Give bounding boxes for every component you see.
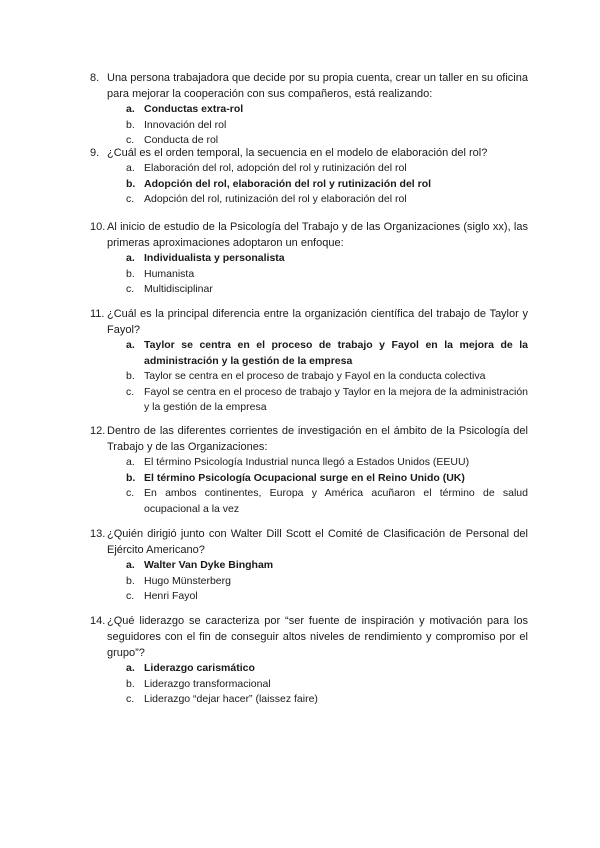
option-letter: b. (126, 370, 135, 382)
option-text: Individualista y personalista (144, 252, 285, 264)
question-12 (90, 423, 528, 517)
question-text: Una persona trabajadora que decide por su propia cuenta, crear un taller en su oficina para mejorar la cooperación con sus compañeros, está realizando: (107, 72, 528, 100)
question-10 (90, 219, 528, 298)
option-text: Innovación del rol (144, 118, 227, 131)
question-number: 14. (90, 615, 106, 627)
option-text: Taylor se centra en el proceso de trabajo y Fayol en la mejora de la administración y la gestión de la empresa (144, 339, 528, 367)
option-letter: c. (126, 385, 135, 398)
answer-option-a (126, 455, 528, 471)
option-letter: a. (126, 162, 135, 174)
answer-option-b (126, 574, 528, 590)
option-text: Liderazgo carismático (144, 662, 255, 674)
question-text: Al inicio de estudio de la Psicología del Trabajo y de las Organizaciones (siglo xx), las primeras aproximaciones adoptaron un enfoque: (107, 221, 528, 249)
answer-options (90, 455, 528, 517)
question-text: ¿Qué liderazgo se caracteriza por “ser fuente de inspiración y motivación para los seguidores con el fin de conseguir altos niveles de rendimiento y compromiso por el grupo”? (107, 615, 528, 659)
answer-option-c (126, 486, 528, 517)
option-letter: a. (126, 559, 135, 571)
question-number: 8. (90, 72, 100, 84)
question-number: 11. (90, 308, 105, 320)
option-letter: c. (126, 134, 135, 146)
question-number: 13. (90, 528, 106, 540)
answer-option-a (126, 102, 528, 118)
option-letter: b. (126, 574, 135, 587)
option-text: El término Psicología Industrial nunca llegó a Estados Unidos (EEUU) (144, 456, 470, 468)
answer-option-a (126, 558, 528, 574)
answer-option-c (126, 282, 528, 298)
answer-options (90, 338, 528, 416)
answer-options (90, 558, 528, 605)
question-text: Dentro de las diferentes corrientes de investigación en el ámbito de la Psicología del Trabajo y de las Organizaciones: (107, 425, 528, 453)
option-letter: a. (126, 339, 135, 351)
option-letter: a. (126, 662, 135, 674)
option-letter: c. (126, 693, 135, 705)
option-letter: b. (126, 677, 135, 690)
answer-option-b (126, 177, 528, 193)
option-text: El término Psicología Ocupacional surge en el Reino Unido (UK) (144, 471, 465, 484)
question-13 (90, 526, 528, 605)
option-letter: a. (126, 252, 135, 264)
option-letter: c. (126, 487, 135, 499)
option-letter: a. (126, 103, 135, 115)
option-text: Adopción del rol, rutinización del rol y elaboración del rol (144, 193, 407, 205)
answer-option-b (126, 471, 528, 487)
answer-options (90, 661, 528, 708)
answer-option-a (126, 661, 528, 677)
question-9 (90, 145, 528, 208)
option-text: Conductas extra-rol (144, 103, 244, 115)
option-text: Adopción del rol, elaboración del rol y rutinización del rol (144, 177, 432, 190)
option-letter: b. (126, 471, 136, 484)
answer-option-a (126, 338, 528, 369)
option-text: Henri Fayol (144, 590, 198, 602)
question-11 (90, 306, 528, 416)
question-14 (90, 613, 528, 708)
answer-option-b (126, 267, 528, 283)
answer-option-c (126, 385, 528, 416)
option-letter: b. (126, 267, 135, 280)
answer-option-c (126, 589, 528, 605)
answer-option-a (126, 251, 528, 267)
option-letter: b. (126, 118, 135, 131)
answer-option-c (126, 692, 528, 708)
answer-options (90, 161, 528, 208)
option-text: Walter Van Dyke Bingham (144, 559, 274, 571)
option-text: Humanista (144, 267, 195, 280)
question-text: ¿Cuál es el orden temporal, la secuencia en el modelo de elaboración del rol? (107, 147, 488, 159)
option-letter: a. (126, 456, 135, 468)
option-text: Taylor se centra en el proceso de trabajo y Fayol en la conducta colectiva (144, 370, 486, 382)
question-number: 9. (90, 147, 100, 159)
answer-option-c (126, 192, 528, 208)
option-text: Liderazgo “dejar hacer” (laissez faire) (144, 693, 318, 705)
option-text: Multidisciplinar (144, 283, 213, 295)
answer-option-b (126, 118, 528, 134)
option-letter: c. (126, 283, 135, 295)
question-text: ¿Quién dirigió junto con Walter Dill Scott el Comité de Clasificación de Personal del Ejército Americano? (107, 528, 528, 556)
option-text: Hugo Münsterberg (144, 574, 231, 587)
question-number: 12. (90, 425, 106, 437)
option-text: Fayol se centra en el proceso de trabajo y Taylor en la mejora de la administración y la gestión de la empresa (144, 385, 528, 413)
question-8 (90, 70, 528, 149)
option-letter: c. (126, 590, 135, 602)
answer-options (90, 102, 528, 149)
option-text: Elaboración del rol, adopción del rol y rutinización del rol (144, 162, 407, 174)
option-text: En ambos continentes, Europa y América acuñaron el término de salud ocupacional a la vez (144, 487, 528, 515)
answer-options (90, 251, 528, 298)
option-text: Liderazgo transformacional (144, 677, 271, 690)
option-text: Conducta de rol (144, 134, 219, 146)
option-letter: b. (126, 177, 136, 190)
question-number: 10. (90, 221, 106, 233)
answer-option-b (126, 677, 528, 693)
option-letter: c. (126, 193, 135, 205)
answer-option-b (126, 369, 528, 385)
question-text: ¿Cuál es la principal diferencia entre la organización científica del trabajo de Taylor y Fayol? (107, 308, 528, 336)
answer-option-a (126, 161, 528, 177)
